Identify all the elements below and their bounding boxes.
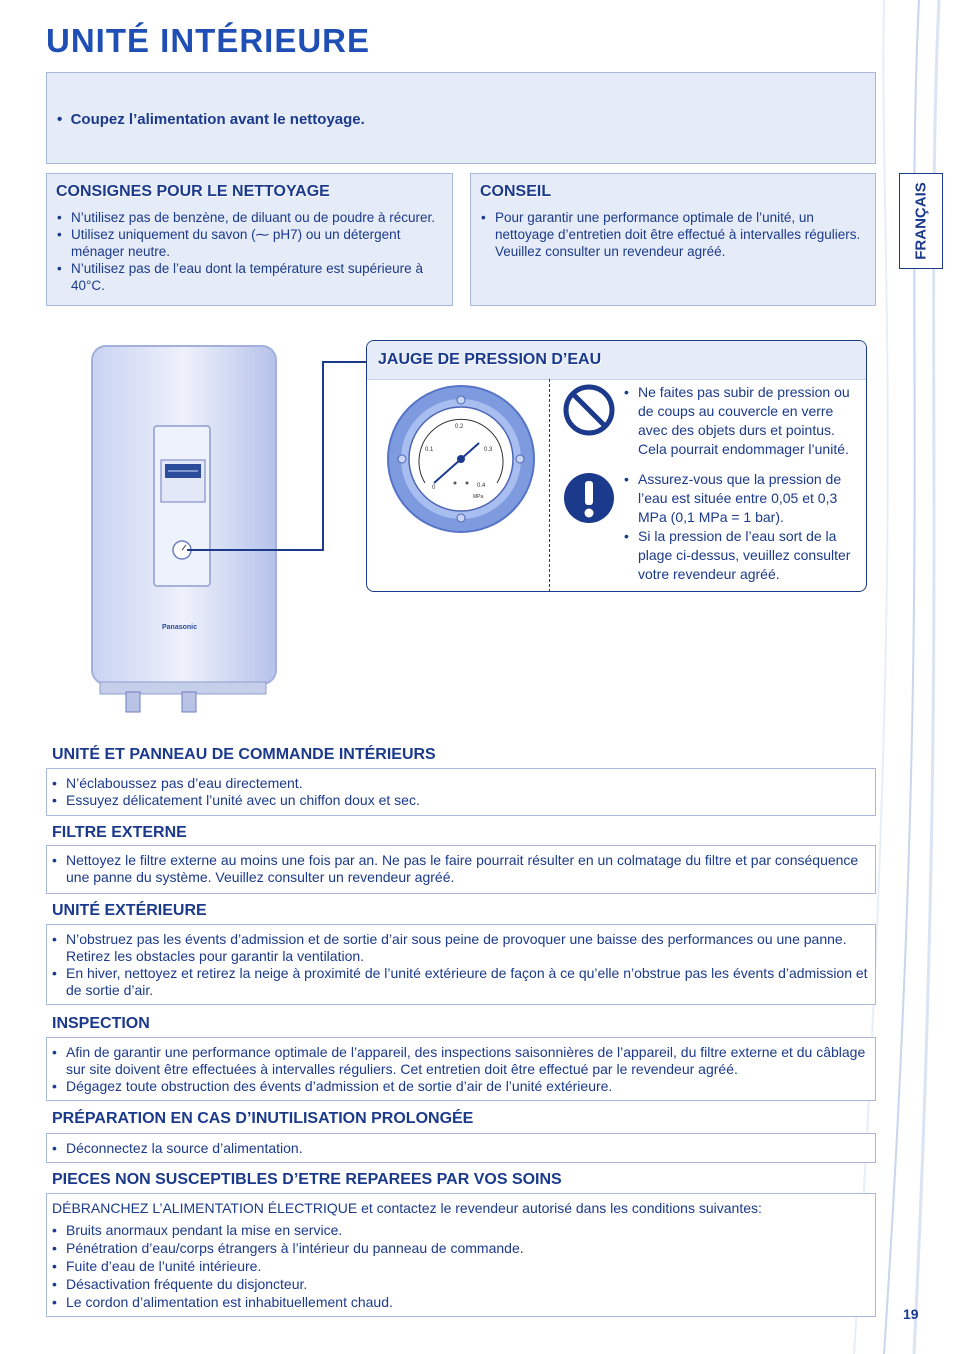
exclamation-icon (562, 471, 616, 525)
gauge-unit: MPa (473, 494, 484, 500)
list-item: • Fuite d’eau de l’unité intérieure. (52, 1257, 869, 1275)
gauge-label-0-2: 0.2 (455, 424, 464, 430)
list-item: • Déconnectez la source d’alimentation. (52, 1140, 869, 1157)
gauge-caution-list (624, 470, 864, 584)
list-item: • Afin de garantir une performance optimale de l’appareil, des inspections saisonnières de l’appareil, du filtre externe et du câblage sur site doivent être effectuées à intervalles réguliers. Cet entretien doit être effectué par le revendeur agréé. (52, 1044, 869, 1078)
gauge-divider (549, 379, 550, 592)
section-heading-non-repairable-parts: PIECES NON SUSCEPTIBLES D’ETRE REPAREES PAR VOS SOINS (52, 1171, 562, 1188)
pressure-gauge-illustration (385, 383, 537, 535)
gauge-label-0: 0 (432, 485, 436, 491)
section-heading-indoor-unit: UNITÉ ET PANNEAU DE COMMANDE INTÉRIEURS (52, 746, 436, 763)
cleaning-instructions-heading: CONSIGNES POUR LE NETTOYAGE (56, 183, 330, 200)
list-item: • Utilisez uniquement du savon (⁓ pH7) ou un détergent ménager neutre. (57, 226, 442, 260)
section-intro: DÉBRANCHEZ L’ALIMENTATION ÉLECTRIQUE et contactez le revendeur autorisé dans les conditions suivantes: (52, 1200, 762, 1216)
section-body-outdoor-unit (46, 924, 876, 1005)
gauge-label-0-4: 0.4 (477, 483, 486, 489)
list-item: • N’utilisez pas de benzène, de diluant ou de poudre à récurer. (57, 209, 442, 226)
brand-logo: Panasonic (162, 624, 198, 631)
list-item: • Désactivation fréquente du disjoncteur. (52, 1275, 869, 1293)
gauge-label-0-1: 0.1 (425, 447, 434, 453)
list-item: • En hiver, nettoyez et retirez la neige à proximité de l’unité extérieure de façon à ce qu’elle n’obstrue pas les évents d’admission et de sortie d’air. (52, 965, 869, 999)
water-pressure-gauge-box (366, 340, 867, 592)
list-item: • Le cordon d’alimentation est inhabituellement chaud. (52, 1293, 869, 1311)
gauge-label-0-3: 0.3 (484, 447, 493, 453)
list-item: • N’utilisez pas de l’eau dont la température est supérieure à 40°C. (57, 260, 442, 294)
gauge-heading: JAUGE DE PRESSION D’EAU (378, 351, 602, 368)
page-title: UNITÉ INTÉRIEURE (46, 22, 371, 59)
section-body-inspection (46, 1037, 876, 1101)
section-heading-outdoor-unit: UNITÉ EXTÉRIEURE (52, 902, 207, 919)
section-heading-external-filter: FILTRE EXTERNE (52, 824, 187, 841)
section-body-indoor-unit (46, 768, 876, 816)
section-body-non-repairable-parts (46, 1193, 876, 1317)
list-item: • Si la pression de l’eau sort de la plage ci-dessus, veuillez consulter votre revendeur agréé. (624, 527, 864, 584)
list-item: • Essuyez délicatement l’unité avec un chiffon doux et sec. (52, 792, 869, 809)
gauge-prohibit-list (624, 383, 864, 459)
section-body-prolonged-disuse (46, 1133, 876, 1163)
gauge-header (367, 341, 866, 380)
list-item: • Bruits anormaux pendant la mise en service. (52, 1221, 869, 1239)
section-heading-inspection: INSPECTION (52, 1015, 150, 1032)
language-label: FRANÇAIS (912, 182, 930, 260)
list-item: • N’obstruez pas les évents d’admission et de sortie d’air sous peine de provoquer une baisse des performances ou une panne. Retirez les obstacles pour garantir la ventilation. (52, 931, 869, 965)
section-heading-prolonged-disuse: PRÉPARATION EN CAS D’INUTILISATION PROLONGÉE (52, 1110, 474, 1127)
list-item: • Pour garantir une performance optimale de l’unité, un nettoyage d’entretien doit être effectué à intervalles réguliers. Veuillez consulter un revendeur agréé. (481, 209, 866, 260)
list-item: • Nettoyez le filtre externe au moins une fois par an. Ne pas le faire pourrait résulter en un colmatage du filtre et par conséquence une panne du système. Veuillez consulter un revendeur agréé. (52, 852, 869, 886)
list-item: • Assurez-vous que la pression de l’eau est située entre 0,05 et 0,3 MPa (0,1 MPa = 1 bar). (624, 470, 864, 527)
list-item: • Ne faites pas subir de pression ou de coups au couvercle en verre avec des objets durs et pointus. Cela pourrait endommager l’unité. (624, 383, 864, 459)
section-body-external-filter (46, 845, 876, 894)
prohibited-icon (562, 383, 616, 437)
list-item: • Pénétration d’eau/corps étrangers à l’intérieur du panneau de commande. (52, 1239, 869, 1257)
list-item: • Dégagez toute obstruction des évents d’admission et de sortie d’air de l’unité extérieure. (52, 1078, 869, 1095)
list-item: • N’éclaboussez pas d’eau directement. (52, 775, 869, 792)
warning-text: Coupez l’alimentation avant le nettoyage. (70, 111, 365, 128)
page-number: 19 (903, 1306, 919, 1322)
advice-heading: CONSEIL (480, 183, 552, 200)
warning-line: • Coupez l’alimentation avant le nettoyage. (57, 111, 365, 128)
